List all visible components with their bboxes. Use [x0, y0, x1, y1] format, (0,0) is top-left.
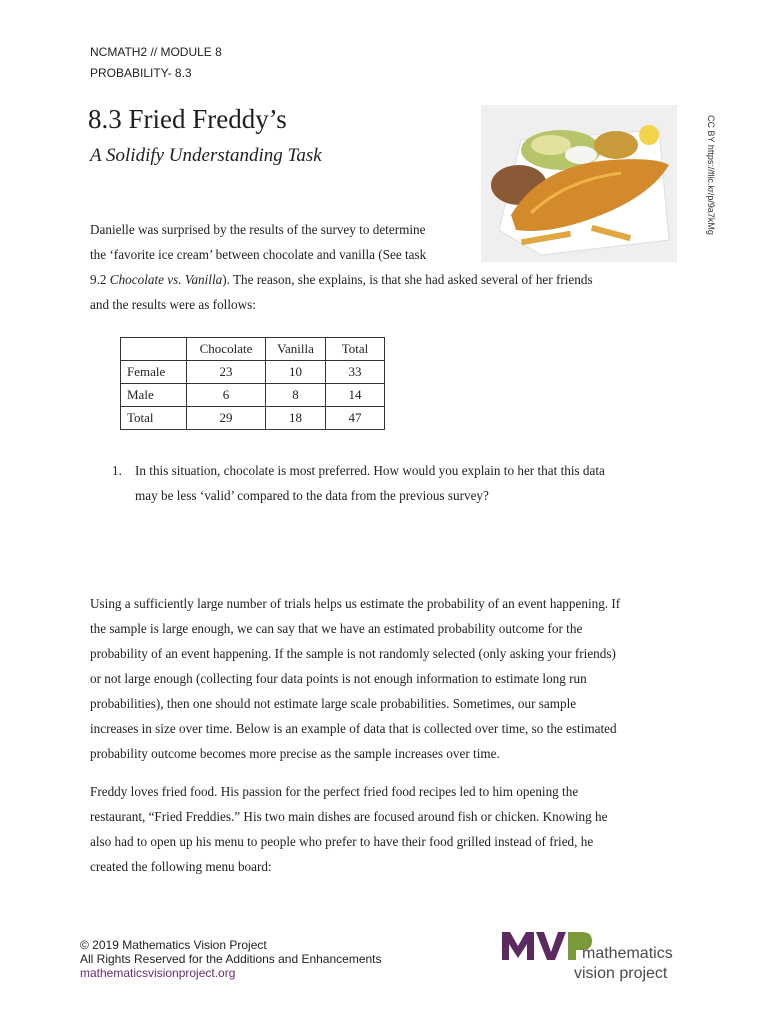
intro-line: and the results were as follows:	[90, 297, 256, 312]
intro-line: Danielle was surprised by the results of the survey to determine	[90, 222, 426, 237]
table-cell: 29	[187, 407, 266, 430]
table-cell: 6	[187, 384, 266, 407]
table-row	[121, 361, 385, 384]
table-cell: 14	[326, 384, 385, 407]
paragraph-line: Freddy loves fried food. His passion for the perfect fried food recipes led to him opening the	[90, 784, 579, 799]
paragraph-line: or not large enough (collecting four data points is not enough information to estimate long run	[90, 671, 587, 686]
table-cell: 23	[187, 361, 266, 384]
logo-word-vision-project: vision project	[574, 965, 668, 982]
table-cell: Male	[121, 384, 187, 407]
logo-word-mathematics: mathematics	[582, 945, 673, 962]
question-number: 1.	[112, 463, 122, 478]
table-header-cell	[121, 338, 187, 361]
question-line: In this situation, chocolate is most preferred. How would you explain to her that this data	[135, 463, 605, 478]
paragraph-line: probability outcome becomes more precise as the sample increases over time.	[90, 746, 500, 761]
table-cell: 10	[266, 361, 326, 384]
paragraph-line: probability of an event happening. If the sample is not randomly selected (only asking your friends)	[90, 646, 616, 661]
sample-size-paragraph	[90, 591, 680, 766]
mvp-logo	[500, 928, 700, 986]
survey-table	[120, 337, 385, 430]
copyright-text: © 2019 Mathematics Vision Project	[80, 938, 267, 952]
mvp-logo-mark	[500, 928, 700, 986]
table-header-cell: Total	[326, 338, 385, 361]
paragraph-line: increases in size over time. Below is an example of data that is collected over time, so the estimated	[90, 721, 617, 736]
table-cell: 18	[266, 407, 326, 430]
website-link[interactable]: mathematicsvisionproject.org	[80, 966, 236, 980]
paragraph-line: created the following menu board:	[90, 859, 272, 874]
page-subtitle: A Solidify Understanding Task	[90, 145, 322, 166]
module-header: PROBABILITY- 8.3	[90, 66, 192, 80]
question-line: may be less ‘valid’ compared to the data from the previous survey?	[135, 488, 489, 503]
table-cell: Female	[121, 361, 187, 384]
task-reference: Chocolate vs. Vanilla	[109, 272, 223, 287]
paragraph-line: restaurant, “Fried Freddies.” His two main dishes are focused around fish or chicken. Knowing he	[90, 809, 608, 824]
intro-line: the ‘favorite ice cream’ between chocolate and vanilla (See task	[90, 247, 427, 262]
rights-text: All Rights Reserved for the Additions and Enhancements	[80, 952, 382, 966]
table-row	[121, 384, 385, 407]
table-cell: 33	[326, 361, 385, 384]
paragraph-line: probabilities), then one should not estimate large scale probabilities. Sometimes, our sample	[90, 696, 577, 711]
table-header-cell: Chocolate	[187, 338, 266, 361]
photo-credit: CC BY https://flic.kr/p/9a7kMg	[706, 115, 716, 235]
freddy-paragraph	[90, 779, 680, 879]
question-text	[135, 458, 680, 508]
course-header: NCMATH2 // MODULE 8	[90, 45, 222, 59]
paragraph-line: also had to open up his menu to people who prefer to have their food grilled instead of fried, he	[90, 834, 594, 849]
table-cell: 8	[266, 384, 326, 407]
task-number: 9.2	[90, 272, 110, 287]
intro-line	[90, 267, 680, 292]
intro-text: ). The reason, she explains, is that she had asked several of her friends	[222, 272, 593, 287]
footer	[80, 938, 382, 980]
table-row	[121, 407, 385, 430]
table-header-row	[121, 338, 385, 361]
table-cell: 47	[326, 407, 385, 430]
table-header-cell: Vanilla	[266, 338, 326, 361]
table-cell: Total	[121, 407, 187, 430]
paragraph-line: Using a sufficiently large number of trials helps us estimate the probability of an event happening. If	[90, 596, 621, 611]
page-title: 8.3 Fried Freddy’s	[88, 104, 287, 134]
paragraph-line: the sample is large enough, we can say that we have an estimated probability outcome for the	[90, 621, 583, 636]
intro-paragraph	[90, 217, 680, 317]
